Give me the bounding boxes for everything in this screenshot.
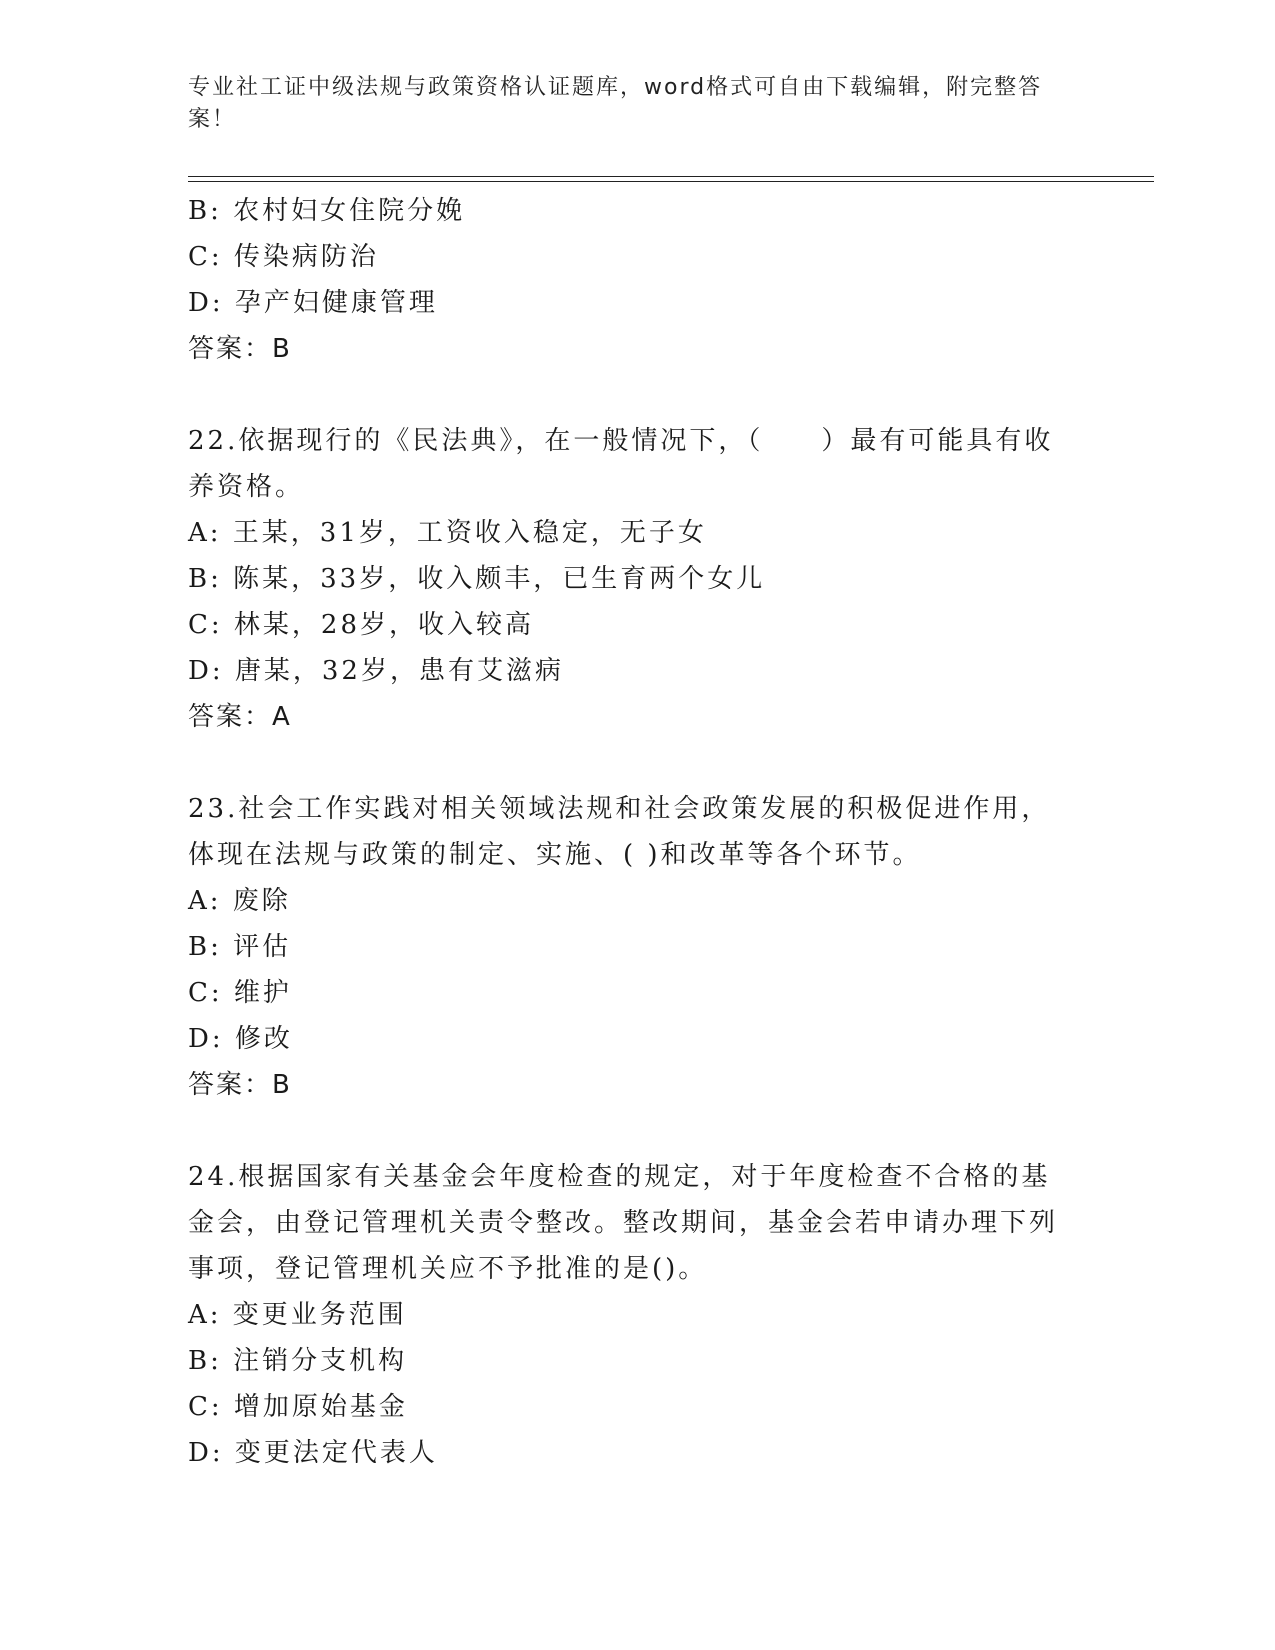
- answer: 答案：A: [188, 702, 292, 732]
- spacer: [188, 740, 1088, 786]
- page-header: 专业社工证中级法规与政策资格认证题库，word格式可自由下载编辑，附完整答案！: [188, 75, 1043, 132]
- option-d: D: 孕产妇健康管理: [188, 288, 438, 318]
- option-b: B: 评估: [188, 932, 292, 962]
- option-c: C: 林某，28岁，收入较高: [188, 610, 535, 640]
- question-23-stem: 23.社会工作实践对相关领域法规和社会政策发展的积极促进作用，体现在法规与政策的制定、实施、( )和改革等各个环节。: [188, 794, 1051, 870]
- option-a: A: 废除: [188, 886, 291, 916]
- option-c: C: 维护: [188, 978, 292, 1008]
- option-a: A: 王某，31岁，工资收入稳定，无子女: [188, 518, 707, 548]
- option-b: B: 注销分支机构: [188, 1346, 408, 1376]
- question-24-stem: 24.根据国家有关基金会年度检查的规定，对于年度检查不合格的基金会，由登记管理机关责令整改。整改期间，基金会若申请办理下列事项，登记管理机关应不予批准的是()。: [188, 1162, 1059, 1284]
- option-d: D: 变更法定代表人: [188, 1438, 438, 1468]
- answer: 答案：B: [188, 1070, 292, 1100]
- spacer: [188, 1108, 1088, 1154]
- question-22-stem: 22.依据现行的《民法典》，在一般情况下，（ ）最有可能具有收养资格。: [188, 426, 1054, 502]
- option-c: C: 增加原始基金: [188, 1392, 408, 1422]
- header-divider-top: [188, 176, 1154, 177]
- option-b: B: 农村妇女住院分娩: [188, 196, 466, 226]
- option-c: C: 传染病防治: [188, 242, 379, 272]
- option-b: B: 陈某，33岁，收入颇丰，已生育两个女儿: [188, 564, 766, 594]
- answer: 答案：B: [188, 334, 292, 364]
- option-d: D: 唐某，32岁，患有艾滋病: [188, 656, 564, 686]
- spacer: [188, 372, 1088, 418]
- header-divider-bottom: [188, 181, 1154, 182]
- option-a: A: 变更业务范围: [188, 1300, 407, 1330]
- document-body: [188, 188, 1088, 1476]
- option-d: D: 修改: [188, 1024, 293, 1054]
